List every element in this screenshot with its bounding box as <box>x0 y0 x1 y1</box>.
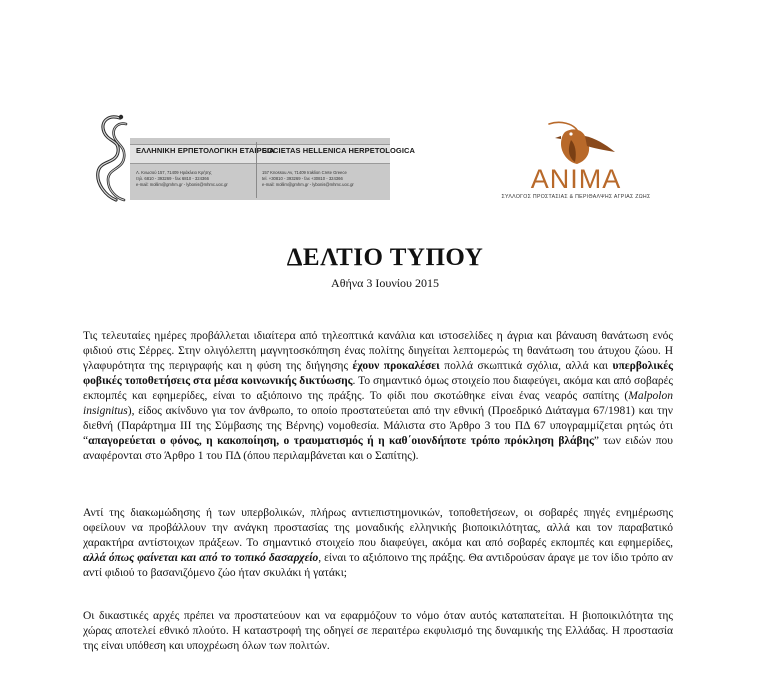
society-name-greek: ΕΛΛΗΝΙΚΗ ΕΡΠΕΤΟΛΟΓΙΚΗ ΕΤΑΙΡΕΙΑ <box>136 146 275 155</box>
paragraph-3: Οι δικαστικές αρχές πρέπει να προστατεύουν και να εφαρμόζουν το νόμο όταν αυτός καταπατείται. Η βιοποικιλότητα της χώρας αποτελεί εθνικό πλούτο. Η καταστροφή της οδηγεί σε περαιτέρω εκφυλισμό της δυναμικής της Ελλάδας. Η προστασία της είναι υπόθεση και υποχρέωση όλων των πολιτών. <box>83 609 673 652</box>
society-name-latin: SOCIETAS HELLENICA HERPETOLOGICA <box>262 146 416 155</box>
press-release-title: ΔΕΛΤΙΟ ΤΥΠΟΥ <box>286 244 484 271</box>
society-address-latin: 157 Knossou Av, 71409 Iraklion Crete Greece tel. +30810 - 393269 - fax +30810 - 324366 e-mail: mollim@gmhm.gr - lybonis@mhmc.uoc.gr <box>262 170 354 187</box>
anima-tagline: ΣΥΛΛΟΓΟΣ ΠΡΟΣΤΑΣΙΑΣ & ΠΕΡΙΘΑΛΨΗΣ ΑΓΡΙΑΣ ΖΩΗΣ <box>501 194 651 200</box>
society-address-greek: Λ. Κνωσού 157, 71409 Ηράκλειο Κρήτης τηλ. 6810 - 393269 - fax 6810 - 324366 e-mail: mollim@gmhm.gr - lybonis@mhmc.uoc.gr <box>136 170 228 187</box>
anima-wordmark: ANIMA <box>530 164 622 194</box>
lapwing-bird-icon <box>531 118 621 168</box>
paragraph-1: Τις τελευταίες ημέρες προβάλλεται ιδιαίτερα από τηλεοπτικά κανάλια και ιστοσελίδες η άγρια και βάναυση θανάτωση ενός φιδιού στις Σέρρες. Στην ολιγόλεπτη μαγνητοσκόπηση ένας πολίτης διηγείται λεπτομερώς τη θανάτωση του άτυχου ζώου. Η γλαφυρότητα της περιγραφής και η φύση της διήγησης έχουν προκαλέσει πολλά σκωπτικά σχόλια, αλλά και υπερβολικές φοβικές τοποθετήσεις στα μέσα κοινωνικής δικτύωσης. Το σημαντικό όμως στοιχείο που διαφεύγει, ακόμα και από σοβαρές εκπομπές και εφημερίδες, είναι το αξιόποινο της πράξης. Το φίδι που σκοτώθηκε είναι ένας νεαρός σαπίτης (Malpolon insignitus), είδος ακίνδυνο για τον άνθρωπο, το οποίο προστατεύεται από την εθνική (Προεδρικό Διάταγμα 67/1981) και την διεθνή (Παράρτημα ΙΙΙ της Σύμβασης της Βέρνης) νομοθεσία. Μάλιστα στο Άρθρο 3 του ΠΔ 67 υπογραμμίζεται ρητώς ότι “απαγορεύεται ο φόνος, η κακοποίηση, ο τραυματισμός ή η καθ΄οιονδήποτε τρόπο πρόκληση βλάβης” των ειδών που αναφέρονται στο Άρθρο 1 του ΠΔ (όπου περιλαμβάνεται και ο Σαπίτης). <box>83 329 674 463</box>
herpetological-society-letterhead <box>90 110 416 205</box>
snake-logo-icon <box>90 110 134 205</box>
press-release-date: Αθήνα 3 Ιουνίου 2015 <box>331 276 439 290</box>
letterhead-band <box>130 138 416 200</box>
paragraph-2: Αντί της διακωμώδησης ή των υπερβολικών, πλήρως αντιεπιστημονικών, τοποθετήσεων, οι σοβαρές πηγές ενημέρωσης οφείλουν να προβάλλουν την ανάγκη προστασίας της μοναδικής ελληνικής βιοποικιλότητας, αλλά και τον παραβατικό χαρακτήρα αντίστοιχων πράξεων. Το σημαντικό στοιχείο που διαφεύγει, ακόμα και από σοβαρές εκπομπές και εφημερίδες, αλλά όπως φαίνεται και από το τοπικό δασαρχείο, είναι το αξιόποινο της πράξης. Θα αντιδρούσαν άραγε με τον ίδιο τρόπο αν αντί φιδιού το βασανιζόμενο ζώο ήταν σκυλάκι ή γατάκι; <box>83 506 673 579</box>
anima-logo <box>496 118 656 208</box>
